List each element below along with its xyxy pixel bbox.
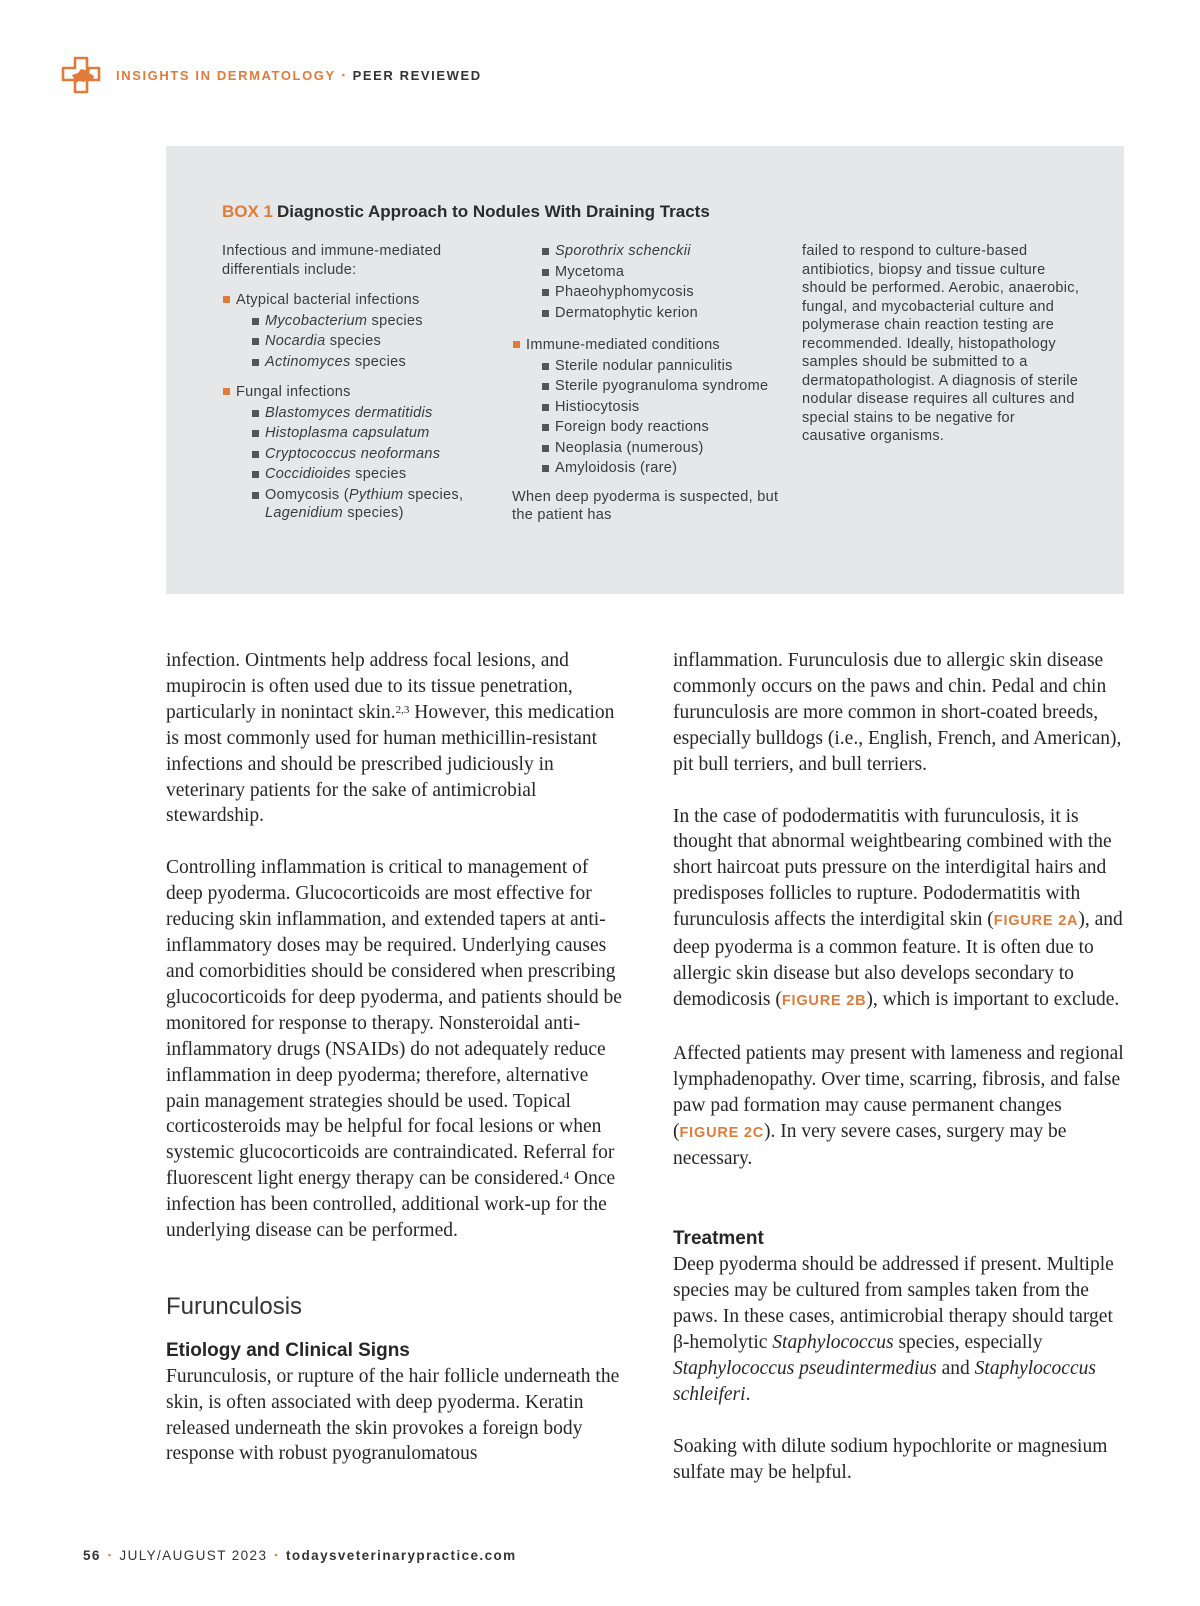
section-heading: Furunculosis	[166, 1292, 303, 1320]
box-closing-part2: failed to respond to culture-based antibiotics, biopsy and tissue culture should be performed. Aerobic, anaerobic, fungal, and mycobacterial culture and polymerase chain reaction testing are recommended. Ideally, histopathology samples should be submitted to a dermatopathologist. A diagnosis of sterile nodular disease requires all cultures and special stains to be negative for causative organisms.	[802, 243, 1080, 444]
box-intro: Infectious and immune-mediated differentials include:	[222, 243, 442, 278]
list-item: Fungal infections	[222, 383, 502, 402]
bacterial-list	[222, 291, 502, 371]
immune-list	[512, 336, 782, 478]
list-item: Immune-mediated conditions	[512, 336, 782, 355]
page-number: 56	[83, 1548, 101, 1563]
body-column-left	[166, 648, 624, 1467]
page-footer	[83, 1548, 517, 1563]
list-item: Sterile nodular panniculitis	[512, 357, 782, 376]
box-closing-part1: When deep pyoderma is suspected, but the patient has	[512, 488, 779, 523]
footer-separator: ▪	[107, 1550, 113, 1560]
figure-2b-link[interactable]: FIGURE 2B	[781, 992, 867, 1009]
list-item: Blastomyces dermatitidis	[222, 404, 502, 423]
website-link[interactable]: todaysveterinarypractice.com	[285, 1548, 517, 1563]
figure-2a-link[interactable]: FIGURE 2A	[993, 913, 1079, 930]
cross-paw-logo-icon	[60, 55, 104, 95]
list-item: Mycetoma	[512, 263, 782, 282]
box-title	[222, 202, 710, 222]
header-text	[116, 68, 482, 83]
sidebar-box	[166, 146, 1124, 594]
paragraph: infection. Ointments help address focal lesions, and mupirocin is often used due to its tissue penetration, particularly in nonintact skin.$^{2,3}$ However, this medication is most commonly used for human methicillin-resistant infections and should be prescribed judiciously in veterinary patients for the sake of antimicrobial stewardship.	[166, 650, 615, 827]
list-item: Neoplasia (numerous)	[512, 439, 782, 458]
box-column-1	[222, 242, 502, 523]
body-column-right	[673, 648, 1131, 1485]
footer-separator: ▪	[274, 1550, 279, 1560]
list-item: Histiocytosis	[512, 398, 782, 417]
list-item: Mycobacterium species	[222, 312, 502, 331]
list-item: Amyloidosis (rare)	[512, 459, 782, 478]
list-item: Phaeohyphomycosis	[512, 283, 782, 302]
list-item: Sterile pyogranuloma syndrome	[512, 377, 782, 396]
fungal-list-continued	[512, 242, 782, 322]
box-heading: Diagnostic Approach to Nodules With Draining Tracts	[277, 202, 710, 221]
list-item: Atypical bacterial infections	[222, 291, 502, 310]
list-item: Coccidioides species	[222, 465, 502, 484]
running-header	[60, 55, 482, 95]
subsection-heading: Treatment	[673, 1228, 764, 1250]
publication-brand: INSIGHTS IN DERMATOLOGY	[116, 67, 336, 83]
paragraph: Affected patients may present with lameness and regional lymphadenopathy. Over time, scarring, fibrosis, and false paw pad formation may cause permanent changes (FIGURE 2C). In very severe cases, surgery may be necessary.	[673, 1042, 1124, 1170]
list-item: Foreign body reactions	[512, 418, 782, 437]
peer-reviewed-label: PEER REVIEWED	[352, 67, 482, 83]
list-item: Nocardia species	[222, 332, 502, 351]
paragraph: Controlling inflammation is critical to management of deep pyoderma. Glucocorticoids are most effective for reducing skin inflammation, and extended tapers at anti-inflammatory doses may be required. Underlying causes and comorbidities should be considered when prescribing glucocorticoids for deep pyoderma, and patients should be monitored for response to therapy. Nonsteroidal anti-inflammatory drugs (NSAIDs) do not adequately reduce inflammation in deep pyoderma; therefore, alternative pain management strategies should be used. Topical corticosteroids may be helpful for focal lesions or when systemic glucocorticoids are contraindicated. Referral for fluorescent light energy therapy can be considered.$^4$ Once infection has been controlled, additional work-up for the underlying disease can be performed.	[166, 857, 622, 1242]
box-label: BOX 1	[222, 202, 274, 221]
list-item: Sporothrix schenckii	[512, 242, 782, 261]
figure-2c-link[interactable]: FIGURE 2C	[679, 1124, 765, 1141]
paragraph: In the case of pododermatitis with furunculosis, it is thought that abnormal weightbearing combined with the short haircoat puts pressure on the interdigital hairs and predisposes follicles to rupture. Pododermatitis with furunculosis affects the interdigital skin (FIGURE 2A), and deep pyoderma is a common feature. It is often due to allergic skin disease but also develops secondary to demodicosis (FIGURE 2B), which is important to exclude.	[673, 805, 1123, 1010]
paragraph: Deep pyoderma should be addressed if present. Multiple species may be cultured from samples taken from the paws. In these cases, antimicrobial therapy should target β-hemolytic Staphylococcus species, especially Staphylococcus pseudintermedius and Staphylococcus schleiferi.	[673, 1254, 1114, 1405]
paragraph: inflammation. Furunculosis due to allergic skin disease commonly occurs on the paws and chin. Pedal and chin furunculosis are more common in short-coated breeds, especially bulldogs (i.e., English, French, and American), pit bull terriers, and bull terriers.	[673, 650, 1122, 775]
subsection-heading: Etiology and Clinical Signs	[166, 1339, 410, 1361]
box-column-2	[512, 242, 782, 525]
list-item: Histoplasma capsulatum	[222, 424, 502, 443]
list-item: Dermatophytic kerion	[512, 304, 782, 323]
paragraph: Soaking with dilute sodium hypochlorite or magnesium sulfate may be helpful.	[673, 1435, 1108, 1483]
citation: 4	[563, 1170, 570, 1183]
box-column-3	[802, 242, 1082, 446]
fungal-list	[222, 383, 502, 523]
list-item: Oomycosis (Pythium species, Lagenidium species)	[222, 486, 502, 523]
list-item: Cryptococcus neoformans	[222, 445, 502, 464]
citation: 2,3	[395, 703, 410, 716]
list-item: Actinomyces species	[222, 353, 502, 372]
header-separator: ▪	[341, 69, 347, 80]
issue-date: JULY/AUGUST 2023	[119, 1548, 268, 1563]
paragraph: Furunculosis, or rupture of the hair follicle underneath the skin, is often associated with deep pyoderma. Keratin released underneath the skin provokes a foreign body response with robust pyogranulomatous	[166, 1365, 620, 1465]
